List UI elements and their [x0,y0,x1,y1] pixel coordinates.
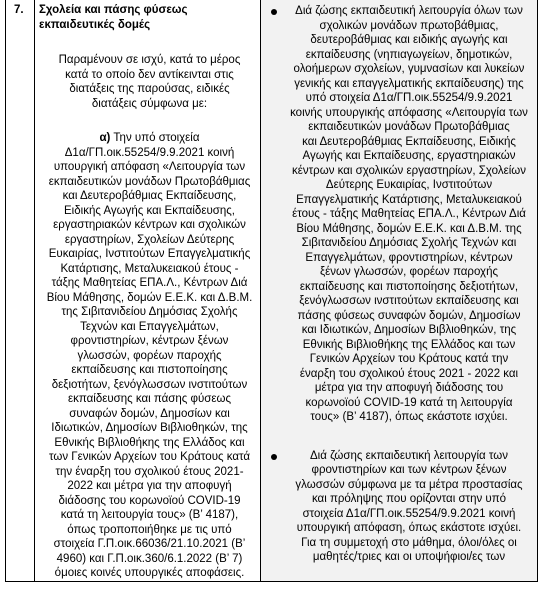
text-line: Ιδιωτικών, Δημοσίων Βιβλιοθηκών, της [51,422,248,434]
bullet-text [289,449,529,565]
heading-line: Σχολεία και πάσης φύσεως [39,4,188,16]
text-line: την έναρξη του σχολικού έτους 2021- [55,465,244,478]
text-line: ξένων γλωσσών, φορέων παροχής [319,266,499,278]
text-line: Δεύτερης Ευκαιρίας, Ινστιτούτων [325,179,493,191]
text-line: στοιχεία Γ.Π.οικ.66036/21.10.2021 (Β’ [53,538,246,550]
text-line: κορωνοϊού COVID-19 κατά τη λειτουργία [305,396,513,409]
heading-line: εκπαιδευτικές δομές [39,18,151,31]
text-line: όπως τροποποιήθηκε με τις υπό [67,523,232,536]
text-line: έτους - τάξης Μαθητείας ΕΠΑ.Λ., Κέντρων Διά [292,208,526,220]
bullet-text [289,4,529,425]
text-line: ξενόγλωσσων ινστιτούτων εκπαίδευσης και [299,295,519,307]
text-line: εκπαίδευσης (νηπιαγωγείων, δημοτικών, [305,48,513,61]
status-cell [261,0,538,581]
text-line: όμοιες κοινές υπουργικές αποφάσεις. [54,567,245,579]
text-line: συναφών δομών, Δημοσίων και [69,407,230,420]
text-line: κοινής υπουργικής απόφασης «Λειτουργία των [290,106,528,119]
bullet-icon [271,454,277,460]
item-number: 7. [14,4,24,16]
text-line: διατάξεις της παρούσας, ειδικές [69,83,230,95]
text-line: μαθητές/τριες και οι υποψήφιοι/ες των [312,551,506,563]
table-row [6,0,538,581]
text-line: Διά ζώσης εκπαιδευτική λειτουργία όλων των [295,5,523,17]
text-line: έναρξη του σχολικού έτους 2021 - 2022 και [299,367,519,380]
text-line: Επαγγελματικής Κατάρτισης, Μεταλυκειακού [296,193,522,206]
text-line: Γενικών Αρχείων του Κράτους κατά την [309,353,509,365]
text-line: και Ιδιωτικών, Δημοσίων Βιβλιοθηκών, της [301,324,517,336]
text-line: κατά το οποίο δεν αντίκεινται στις [65,68,234,81]
text-line: μέτρα για την αποφυγή διάδοσης του [314,382,504,394]
text-line: υπουργική απόφαση «Λειτουργία των [53,161,246,173]
text-line: 4960) και Γ.Π.οικ.360/6.1.2022 (Β’ 7) [56,552,243,565]
text-line: εργαστηρίων, Σχολείων Δεύτερης [64,233,235,246]
text-line: Ευκαιρίας, Ινστιτούτων Επαγγελματικής [48,248,251,260]
text-line: της Σιβιτανιδείου Δημόσιας Σχολής [61,306,238,318]
text-line: Σιβιτανιδείου Δημόσιας Σχολής Τεχνών και [301,237,517,249]
text-line: Ειδικής Αγωγής και Εκπαίδευσης, [64,204,235,217]
paragraph-a-label: α) [99,132,111,144]
text-line: Επαγγελμάτων, φροντιστηρίων, κέντρων [305,251,513,264]
text-line: εκπαίδευσης και πιστοποίησης [71,364,228,376]
text-line [39,131,260,146]
text-line: των Γενικών Αρχείων του Κράτους κατά [48,451,251,463]
bullet-icon [271,9,277,15]
text-line: εκπαίδευσης και πιστοποίησης δεξιοτήτων, [299,280,519,293]
text-line: Βίου Μάθησης, δομών Ε.Ε.Κ. και Δ.Β.Μ. [46,291,253,304]
measure-cell [35,0,261,581]
text-line: εκπαιδευτικών μονάδων Πρωτοβάθμιας [48,175,251,188]
paragraph-a-first-text: Την υπό στοιχεία [110,132,200,144]
text-line: Για τη συμμετοχή στο μάθημα, όλοι/όλες οι [301,536,517,549]
text-line: γλωσσών σύμφωνα με τα μέτρα προστασίας [295,478,523,491]
bullet-item [271,4,529,425]
text-line: πάσης φύσεως συναφών δομών, Δημοσίων [297,309,521,322]
text-line: ολοήμερων σχολείων, γυμνασίων και λυκείων [293,63,525,75]
text-line: εκπαίδευσης και πάσης φύσεως [67,393,232,405]
text-line: Κατάρτισης, Μεταλυκειακού έτους - [60,262,239,275]
text-line: Διά ζώσης εκπαιδευτική λειτουργία των [310,449,508,462]
text-line: Εθνικής Βιβλιοθήκης της Ελλάδος και των [302,338,516,351]
text-line: κέντρων και σχολικών εργαστηρίων, Σχολείων [292,164,526,177]
text-line: εκπαιδευτικών μονάδων Πρωτοβάθμιας [308,121,510,133]
text-line: υπουργική απόφαση, όπως εκάστοτε ισχύει. [296,522,522,534]
paragraph-a [39,131,260,581]
text-line: Δ1α/ΓΠ.οικ.55254/9.9.2021 κοινή [64,146,235,159]
text-line: γενικής και επαγγελματικής εκπαίδευσης) της [294,77,524,90]
text-line: Παραμένουν σε ισχύ, κατά το μέρος [58,54,241,66]
text-line: στοιχεία Δ1α/ΓΠ.οικ.55254/9.9.2021 κοινή [302,507,516,520]
text-line: υπό στοιχεία Δ1α/ΓΠ.οικ.55254/9.9.2021 [305,92,513,104]
text-line: γλωσσών, φορέων παροχής [77,349,222,362]
text-line: τάξης Μαθητείας ΕΠΑ.Λ., Κέντρων Διά [51,277,248,289]
text-line: 2022 και μέτρα για την αποφυγή [67,480,232,492]
text-line: Τεχνών και Επαγγελμάτων, [80,320,219,333]
text-line: Εθνικής Βιβλιοθήκης της Ελλάδος και [54,436,245,449]
text-line: διάδοσης του κορωνοϊού COVID-19 [58,494,241,507]
text-line: φροντιστηρίων και των κέντρων ξένων [311,464,507,476]
intro-paragraph [39,53,260,111]
text-line: δευτεροβάθμιας και ειδικής αγωγής και [310,34,508,46]
text-line: κατά τη λειτουργία τους» (Β’ 4187), [60,509,239,521]
item-number-cell [6,0,35,581]
bullet-item [271,449,529,565]
text-line: δεξιοτήτων, ξενόγλωσσων ινστιτούτων [51,378,248,391]
section-heading [39,3,260,32]
regulation-table [5,0,538,582]
text-line: διατάξεις σύμφωνα με: [91,97,208,110]
text-line: Αγωγής και Εκπαίδευσης, εργαστηριακών [302,150,516,162]
text-line: τους» (Β’ 4187), όπως εκάστοτε ισχύει. [310,411,508,423]
text-line: φροντιστηρίων, κέντρων ξένων [70,335,229,347]
text-line: και Δευτεροβάθμιας Εκπαίδευσης, [62,190,237,202]
text-line: εργαστηριακών κέντρων και σχολικών [53,219,246,231]
text-line: και Δευτεροβάθμιας Εκπαίδευσης, Ειδικής [302,135,516,148]
text-line: Βίου Μάθησης, δομών Ε.Ε.Κ. και Δ.Β.Μ. της [296,222,522,235]
text-line: σχολικών μονάδων πρωτοβάθμιας, [319,19,499,32]
text-line: και πρόληψης που ορίζονται στην υπό [311,493,507,505]
